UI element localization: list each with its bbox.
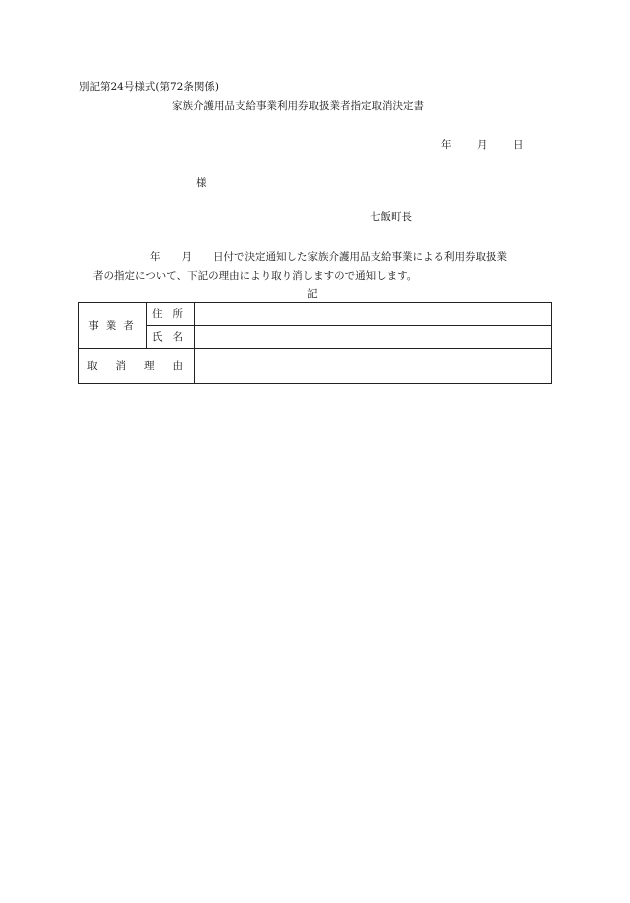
issuer: 七飯町長 bbox=[370, 211, 412, 223]
name-field[interactable] bbox=[195, 326, 552, 349]
document-title: 家族介護用品支給事業利用券取扱業者指定取消決定書 bbox=[172, 100, 424, 112]
record-table bbox=[78, 302, 552, 384]
date-month: 月 bbox=[477, 139, 488, 151]
date-day: 日 bbox=[513, 139, 524, 151]
ki-heading: 記 bbox=[307, 288, 318, 300]
body-line-1: 年 月 日付で決定通知した家族介護用品支給事業による利用券取扱業 bbox=[150, 251, 507, 263]
operator-label: 事業者 bbox=[79, 303, 147, 349]
reason-field[interactable] bbox=[195, 349, 552, 384]
address-label: 住所 bbox=[147, 303, 195, 326]
address-field[interactable] bbox=[195, 303, 552, 326]
body-line-2: 者の指定について、下記の理由により取り消しますので通知します。 bbox=[93, 270, 418, 282]
date-line bbox=[441, 138, 524, 152]
date-year: 年 bbox=[441, 139, 452, 151]
addressee-suffix: 様 bbox=[196, 177, 207, 189]
name-label: 氏名 bbox=[147, 326, 195, 349]
reason-label: 取消理由 bbox=[79, 349, 195, 384]
form-number: 別記第24号様式(第72条関係) bbox=[79, 81, 219, 93]
